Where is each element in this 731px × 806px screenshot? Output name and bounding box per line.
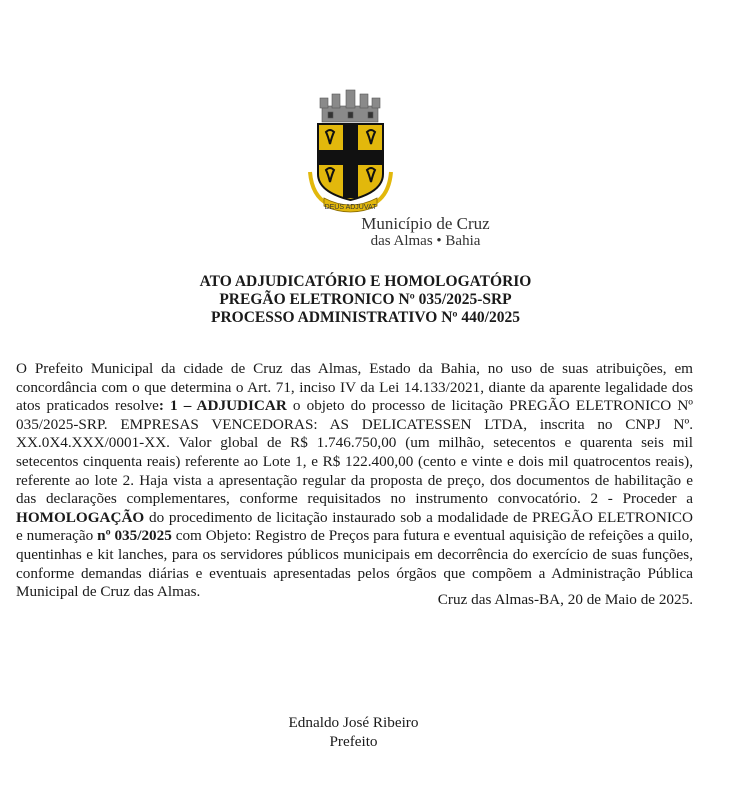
- document-subtitle-processo: PROCESSO ADMINISTRATIVO Nº 440/2025: [211, 309, 520, 326]
- signer-title: Prefeito: [329, 733, 378, 750]
- place-and-date: Cruz das Almas-BA, 20 de Maio de 2025.: [437, 591, 693, 608]
- adjudicar-emphasis: : 1 – ADJUDICAR: [158, 397, 287, 415]
- document-title: ATO ADJUDICATÓRIO E HOMOLOGATÓRIO: [199, 273, 532, 290]
- document-body: [16, 360, 693, 602]
- body-text-segment: com Objeto: Registro de Preços para futura e eventual aquisição de refeições a quilo, quentinhas e kit lanches, para os servidores públicos municipais em decorrência do exercício de suas funções, conforme demandas diárias e eventuais apresentadas pelos órgãos que compõem a Administração Pública Municipal de Cruz das Almas.: [16, 527, 693, 601]
- municipality-name-line1: Município de Cruz: [361, 214, 490, 233]
- document-subtitle-pregao: PREGÃO ELETRONICO Nº 035/2025-SRP: [219, 291, 512, 308]
- process-number-emphasis: nº 035/2025: [97, 527, 172, 545]
- municipality-name-line2: das Almas • Bahia: [370, 233, 481, 249]
- body-text-segment: do procedimento de licitação instaurado sob a modalidade de PREGÃO ELETRONICO e numeração: [16, 508, 693, 545]
- homologacao-emphasis: HOMOLOGAÇÃO: [16, 508, 145, 526]
- body-text-segment: O Prefeito Municipal da cidade de Cruz das Almas, Estado da Bahia, no uso de suas atribuições, em concordância com o que determina o Art. 71, inciso IV da Lei 14.133/2021, diante da aparente legalidade dos atos praticados resolve: [16, 360, 693, 415]
- body-text-segment: o objeto do processo de licitação PREGÃO ELETRONICO Nº 035/2025-SRP. EMPRESAS VENCEDORAS: AS DELICATESSEN LTDA, inscrita no CNPJ Nº. XX.0X4.XXX/0001-XX. Valor global de R$ 1.746.750,00 (um milhão, setecentos e quarenta seis mil setecentos cinquenta reais) referente ao Lote 1, e R$ 122.400,00 (cento e vinte e dois mil quatrocentos reais), referente ao lote 2. Haja vista a apresentação regular da proposta de preço, dos documentos de habilitação e das declarações complementares, conforme requisitados no instrumento convocatório. 2 - Proceder a: [16, 397, 694, 508]
- crest-motto: DEUS ADJUVAT: [324, 204, 377, 211]
- signer-name: Ednaldo José Ribeiro: [288, 714, 419, 731]
